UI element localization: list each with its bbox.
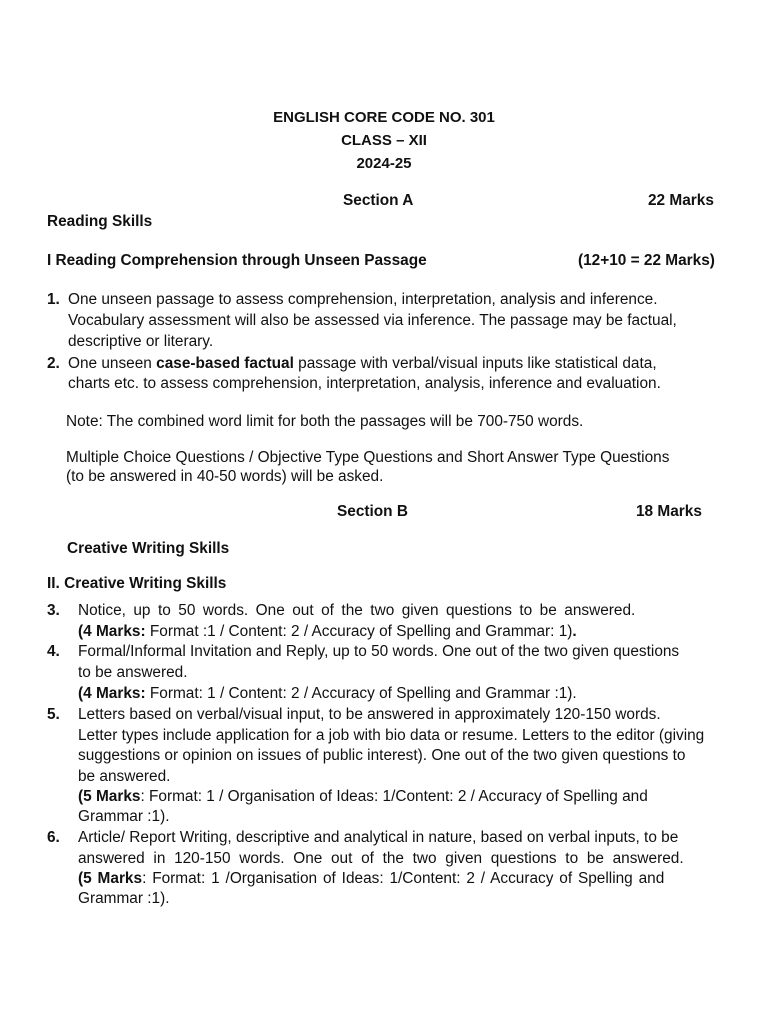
section-b-label: Section B [337,503,408,520]
item-text-line: Formal/Informal Invitation and Reply, up to 50 words. One out of the two given questions [78,643,680,660]
item-number: 4. [47,643,60,660]
section-b-heading: II. Creative Writing Skills [47,575,227,592]
document-title: ENGLISH CORE CODE NO. 301 [273,109,495,126]
item-text-line: be answered. [78,768,171,785]
item-number: 1. [47,291,60,308]
item-text-line: Letter types include application for a job with bio data or resume. Letters to the editor (giving [78,727,705,744]
item-number: 6. [47,829,60,846]
item-marks-line: Grammar :1). [78,808,170,825]
item-text-line: One unseen case-based factual passage with verbal/visual inputs like statistical data, [68,355,657,372]
item-marks-line: (5 Marks: Format: 1 / Organisation of Ideas: 1/Content: 2 / Accuracy of Spelling and [78,788,648,805]
item-text-line: One unseen passage to assess comprehension, interpretation, analysis and inference. [68,291,658,308]
item-marks-line: (4 Marks: Format :1 / Content: 2 / Accuracy of Spelling and Grammar: 1). [78,623,577,640]
section-a-marks: 22 Marks [648,192,714,209]
item-text-line: answered in 120-150 words. One out of the two given questions to be answered. [78,850,684,867]
section-a-label: Section A [343,192,414,209]
item-number: 3. [47,602,60,619]
section-a-subtitle: Reading Skills [47,213,153,230]
item-text-line: descriptive or literary. [68,333,214,350]
document-class: CLASS – XII [341,132,427,149]
section-a-heading-marks: (12+10 = 22 Marks) [578,252,715,269]
mcq-text-line: Multiple Choice Questions / Objective Type Questions and Short Answer Type Questions [66,449,670,466]
item-text-line: Letters based on verbal/visual input, to be answered in approximately 120-150 words. [78,706,661,723]
item-marks-line: Grammar :1). [78,890,170,907]
item-text-line: Vocabulary assessment will also be assessed via inference. The passage may be factual, [68,312,677,329]
section-a-heading: I Reading Comprehension through Unseen Passage [47,252,427,269]
document-year: 2024-25 [356,155,412,172]
item-text-line: suggestions or opinion on issues of public interest). One out of the two given questions to [78,747,686,764]
section-b-marks: 18 Marks [636,503,702,520]
note-text: Note: The combined word limit for both the passages will be 700-750 words. [66,413,584,430]
item-text-line: Article/ Report Writing, descriptive and analytical in nature, based on verbal inputs, to be [78,829,679,846]
emphasis-text: case-based factual [156,355,294,372]
item-number: 2. [47,355,60,372]
item-text-line: to be answered. [78,664,188,681]
mcq-text-line: (to be answered in 40-50 words) will be asked. [66,468,384,485]
item-text-line: charts etc. to assess comprehension, interpretation, analysis, inference and evaluation. [68,375,661,392]
item-number: 5. [47,706,60,723]
item-marks-line: (4 Marks: Format: 1 / Content: 2 / Accuracy of Spelling and Grammar :1). [78,685,577,702]
item-marks-line: (5 Marks: Format: 1 /Organisation of Ideas: 1/Content: 2 / Accuracy of Spelling and [78,870,665,887]
section-b-subtitle: Creative Writing Skills [67,540,230,557]
item-text-line: Notice, up to 50 words. One out of the two given questions to be answered. [78,602,636,619]
